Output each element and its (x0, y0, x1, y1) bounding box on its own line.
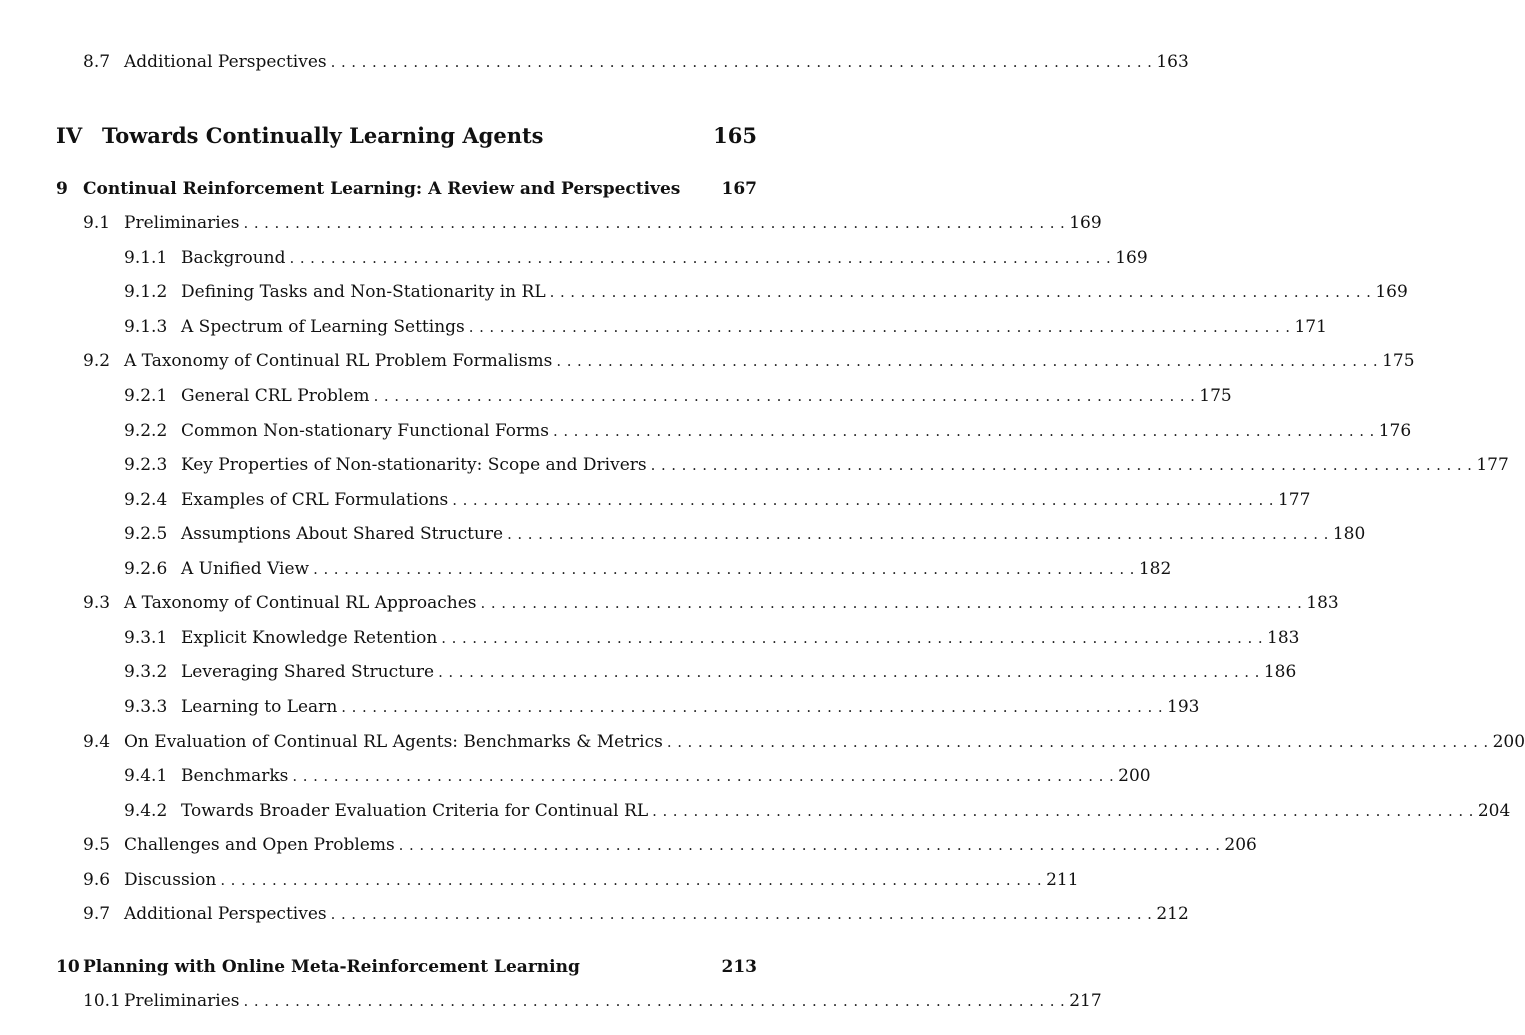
page-number: 204 (1477, 801, 1511, 822)
page-number: 182 (1138, 559, 1172, 580)
toc-subentry[interactable] (124, 687, 1200, 718)
section-title: Additional Perspectives (124, 904, 327, 925)
dot-leader: . . . . . . . . . . . . . . . . . . . . . . . . . . . . . . . . . . . . . . . . . . . . . . . . . . . . . . . . . . . . . . . . . . . . . . . . . . . . . . . . (341, 697, 1163, 716)
toc-entry[interactable] (83, 42, 1189, 73)
subsection-title: Leveraging Shared Structure (181, 662, 435, 683)
toc-entry[interactable] (83, 860, 1079, 891)
section-number: 10.1 (83, 991, 121, 1012)
section-title: Preliminaries (124, 991, 240, 1012)
part-number: IV (56, 122, 83, 148)
subsection-title: Benchmarks (181, 766, 289, 787)
section-title: Challenges and Open Problems (124, 835, 395, 856)
dot-leader: . . . . . . . . . . . . . . . . . . . . . . . . . . . . . . . . . . . . . . . . . . . . . . . . . . . . . . . . . . . . . . . . . . . . . . . . . . . . . . . . (330, 52, 1153, 71)
page-number: 169 (1115, 248, 1148, 269)
dot-leader: . . . . . . . . . . . . . . . . . . . . . . . . . . . . . . . . . . . . . . . . . . . . . . . . . . . . . . . . . . . . . . . . . . . . . . . . . . . . . . . . (373, 386, 1196, 405)
toc-chapter-heading[interactable] (56, 947, 757, 977)
subsection-number: 9.4.2 (124, 801, 168, 822)
page-number: 176 (1378, 421, 1412, 442)
page-number: 171 (1294, 317, 1327, 338)
page-number: 200 (1118, 766, 1151, 787)
toc-subentry[interactable] (124, 791, 1511, 822)
page-number: 180 (1332, 524, 1366, 545)
page-number: 177 (1277, 490, 1311, 511)
dot-leader: . . . . . . . . . . . . . . . . . . . . . . . . . . . . . . . . . . . . . . . . . . . . . . . . . . . . . . . . . . . . . . . . . . . . . . . . . . . . . . . . (243, 991, 1066, 1010)
dot-leader: . . . . . . . . . . . . . . . . . . . . . . . . . . . . . . . . . . . . . . . . . . . . . . . . . . . . . . . . . . . . . . . . . . . . . . . . . . . . . . . . (441, 628, 1263, 647)
toc-entry[interactable] (83, 825, 1257, 856)
dot-leader: . . . . . . . . . . . . . . . . . . . . . . . . . . . . . . . . . . . . . . . . . . . . . . . . . . . . . . . . . . . . . . . . . . . . . . . . . . . . . . . . (480, 593, 1303, 612)
section-title: A Taxonomy of Continual RL Problem Formalisms (124, 351, 553, 372)
dot-leader: . . . . . . . . . . . . . . . . . . . . . . . . . . . . . . . . . . . . . . . . . . . . . . . . . . . . . . . . . . . . . . . . . . . . . . . . . . . . . . . . (553, 421, 1375, 440)
subsection-title: Background (181, 248, 286, 269)
subsection-title: Examples of CRL Formulations (181, 490, 449, 511)
toc-subentry[interactable] (124, 445, 1509, 476)
dot-leader: . . . . . . . . . . . . . . . . . . . . . . . . . . . . . . . . . . . . . . . . . . . . . . . . . . . . . . . . . . . . . . . . . . . . . . . . . . . . . . . . (243, 213, 1066, 232)
subsection-number: 9.2.2 (124, 421, 168, 442)
page-number: 193 (1167, 697, 1200, 718)
dot-leader: . . . . . . . . . . . . . . . . . . . . . . . . . . . . . . . . . . . . . . . . . . . . . . . . . . . . . . . . . . . . . . . . . . . . . . . . . . . . . . . . (452, 490, 1274, 509)
page-number: 165 (713, 122, 757, 148)
page-number: 169 (1375, 282, 1408, 303)
subsection-title: A Spectrum of Learning Settings (181, 317, 465, 338)
dot-leader: . . . . . . . . . . . . . . . . . . . . . . . . . . . . . . . . . . . . . . . . . . . . . . . . . . . . . . . . . . . . . . . . . . . . . . . . . . . . . . . . (650, 455, 1473, 474)
dot-leader: . . . . . . . . . . . . . . . . . . . . . . . . . . . . . . . . . . . . . . . . . . . . . . . . . . . . . . . . . . . . . . . . . . . . . . . . . . . . . . . . (468, 317, 1291, 336)
subsection-number: 9.1.1 (124, 248, 168, 269)
subsection-number: 9.1.3 (124, 317, 168, 338)
toc-entry[interactable] (83, 722, 1525, 753)
toc-part-heading[interactable] (56, 113, 757, 147)
section-number: 9.1 (83, 213, 111, 234)
page-number: 206 (1224, 835, 1257, 856)
toc-subentry[interactable] (124, 756, 1151, 787)
section-number: 9.5 (83, 835, 111, 856)
page-number: 200 (1492, 732, 1525, 753)
toc-subentry[interactable] (124, 549, 1172, 580)
subsection-number: 9.1.2 (124, 282, 168, 303)
dot-leader: . . . . . . . . . . . . . . . . . . . . . . . . . . . . . . . . . . . . . . . . . . . . . . . . . . . . . . . . . . . . . . . . . . . . . . . . . . . . . . . . (549, 282, 1372, 301)
toc-subentry[interactable] (124, 307, 1327, 338)
subsection-number: 9.2.1 (124, 386, 168, 407)
toc-subentry[interactable] (124, 618, 1300, 649)
subsection-title: Common Non-stationary Functional Forms (181, 421, 549, 442)
subsection-number: 9.2.4 (124, 490, 168, 511)
page-number: 169 (1069, 213, 1102, 234)
toc-entry[interactable] (83, 981, 1102, 1012)
section-number: 9.2 (83, 351, 111, 372)
section-number: 9.6 (83, 870, 111, 891)
section-title: Discussion (124, 870, 217, 891)
subsection-number: 9.4.1 (124, 766, 168, 787)
dot-leader: . . . . . . . . . . . . . . . . . . . . . . . . . . . . . . . . . . . . . . . . . . . . . . . . . . . . . . . . . . . . . . . . . . . . . . . . . . . . . . . . (330, 904, 1153, 923)
dot-leader: . . . . . . . . . . . . . . . . . . . . . . . . . . . . . . . . . . . . . . . . . . . . . . . . . . . . . . . . . . . . . . . . . . . . . . . . . . . . . . . . (556, 351, 1379, 370)
toc-entry[interactable] (83, 583, 1339, 614)
toc-subentry[interactable] (124, 272, 1408, 303)
toc-entry[interactable] (83, 894, 1189, 925)
dot-leader: . . . . . . . . . . . . . . . . . . . . . . . . . . . . . . . . . . . . . . . . . . . . . . . . . . . . . . . . . . . . . . . . . . . . . . . . . . . . . . . . (666, 732, 1489, 751)
toc-subentry[interactable] (124, 480, 1311, 511)
page-number: 175 (1382, 351, 1415, 372)
chapter-number: 10 (56, 957, 80, 978)
chapter-number: 9 (56, 179, 68, 200)
toc-subentry[interactable] (124, 514, 1366, 545)
section-title: On Evaluation of Continual RL Agents: Benchmarks & Metrics (124, 732, 663, 753)
section-number: 9.4 (83, 732, 111, 753)
subsection-title: Defining Tasks and Non-Stationarity in RL (181, 282, 546, 303)
subsection-number: 9.2.3 (124, 455, 168, 476)
section-title: Additional Perspectives (124, 52, 327, 73)
page-number: 186 (1263, 662, 1297, 683)
page-number: 217 (1069, 991, 1102, 1012)
page-number: 183 (1267, 628, 1300, 649)
section-title: A Taxonomy of Continual RL Approaches (124, 593, 477, 614)
dot-leader: . . . . . . . . . . . . . . . . . . . . . . . . . . . . . . . . . . . . . . . . . . . . . . . . . . . . . . . . . . . . . . . . . . . . . . . . . . . . . . . . (507, 524, 1329, 543)
page-number: 167 (721, 179, 757, 200)
subsection-title: A Unified View (181, 559, 310, 580)
dot-leader: . . . . . . . . . . . . . . . . . . . . . . . . . . . . . . . . . . . . . . . . . . . . . . . . . . . . . . . . . . . . . . . . . . . . . . . . . . . . . . . . (289, 248, 1112, 267)
page-number: 175 (1199, 386, 1232, 407)
page-number: 183 (1306, 593, 1339, 614)
page-number: 177 (1476, 455, 1509, 476)
subsection-number: 9.2.6 (124, 559, 168, 580)
dot-leader: . . . . . . . . . . . . . . . . . . . . . . . . . . . . . . . . . . . . . . . . . . . . . . . . . . . . . . . . . . . . . . . . . . . . . . . . . . . . . . . . (292, 766, 1115, 785)
section-number: 9.7 (83, 904, 111, 925)
subsection-title: Key Properties of Non-stationarity: Scope and Drivers (181, 455, 647, 476)
page-number: 212 (1156, 904, 1189, 925)
subsection-number: 9.3.1 (124, 628, 168, 649)
subsection-number: 9.3.2 (124, 662, 168, 683)
toc-subentry[interactable] (124, 411, 1412, 442)
part-title: Towards Continually Learning Agents (102, 122, 544, 148)
toc-subentry[interactable] (124, 376, 1232, 407)
subsection-title: General CRL Problem (181, 386, 370, 407)
dot-leader: . . . . . . . . . . . . . . . . . . . . . . . . . . . . . . . . . . . . . . . . . . . . . . . . . . . . . . . . . . . . . . . . . . . . . . . . . . . . . . . . (398, 835, 1221, 854)
dot-leader: . . . . . . . . . . . . . . . . . . . . . . . . . . . . . . . . . . . . . . . . . . . . . . . . . . . . . . . . . . . . . . . . . . . . . . . . . . . . . . . . (652, 801, 1474, 820)
subsection-number: 9.3.3 (124, 697, 168, 718)
dot-leader: . . . . . . . . . . . . . . . . . . . . . . . . . . . . . . . . . . . . . . . . . . . . . . . . . . . . . . . . . . . . . . . . . . . . . . . . . . . . . . . . (313, 559, 1135, 578)
dot-leader: . . . . . . . . . . . . . . . . . . . . . . . . . . . . . . . . . . . . . . . . . . . . . . . . . . . . . . . . . . . . . . . . . . . . . . . . . . . . . . . . (220, 870, 1043, 889)
section-number: 8.7 (83, 52, 111, 73)
subsection-number: 9.2.5 (124, 524, 168, 545)
toc-chapter-heading[interactable] (56, 169, 757, 199)
section-number: 9.3 (83, 593, 111, 614)
subsection-title: Assumptions About Shared Structure (181, 524, 504, 545)
toc-subentry[interactable] (124, 652, 1297, 683)
page-number: 213 (721, 957, 757, 978)
page-number: 163 (1156, 52, 1189, 73)
dot-leader: . . . . . . . . . . . . . . . . . . . . . . . . . . . . . . . . . . . . . . . . . . . . . . . . . . . . . . . . . . . . . . . . . . . . . . . . . . . . . . . . (438, 662, 1260, 681)
subsection-title: Learning to Learn (181, 697, 338, 718)
subsection-title: Explicit Knowledge Retention (181, 628, 438, 649)
toc-entry[interactable] (83, 341, 1415, 372)
chapter-title: Continual Reinforcement Learning: A Review and Perspectives (83, 179, 681, 200)
page-number: 211 (1046, 870, 1079, 891)
subsection-title: Towards Broader Evaluation Criteria for Continual RL (181, 801, 649, 822)
chapter-title: Planning with Online Meta-Reinforcement Learning (83, 957, 580, 978)
toc-subentry[interactable] (124, 238, 1148, 269)
section-title: Preliminaries (124, 213, 240, 234)
toc-entry[interactable] (83, 203, 1102, 234)
